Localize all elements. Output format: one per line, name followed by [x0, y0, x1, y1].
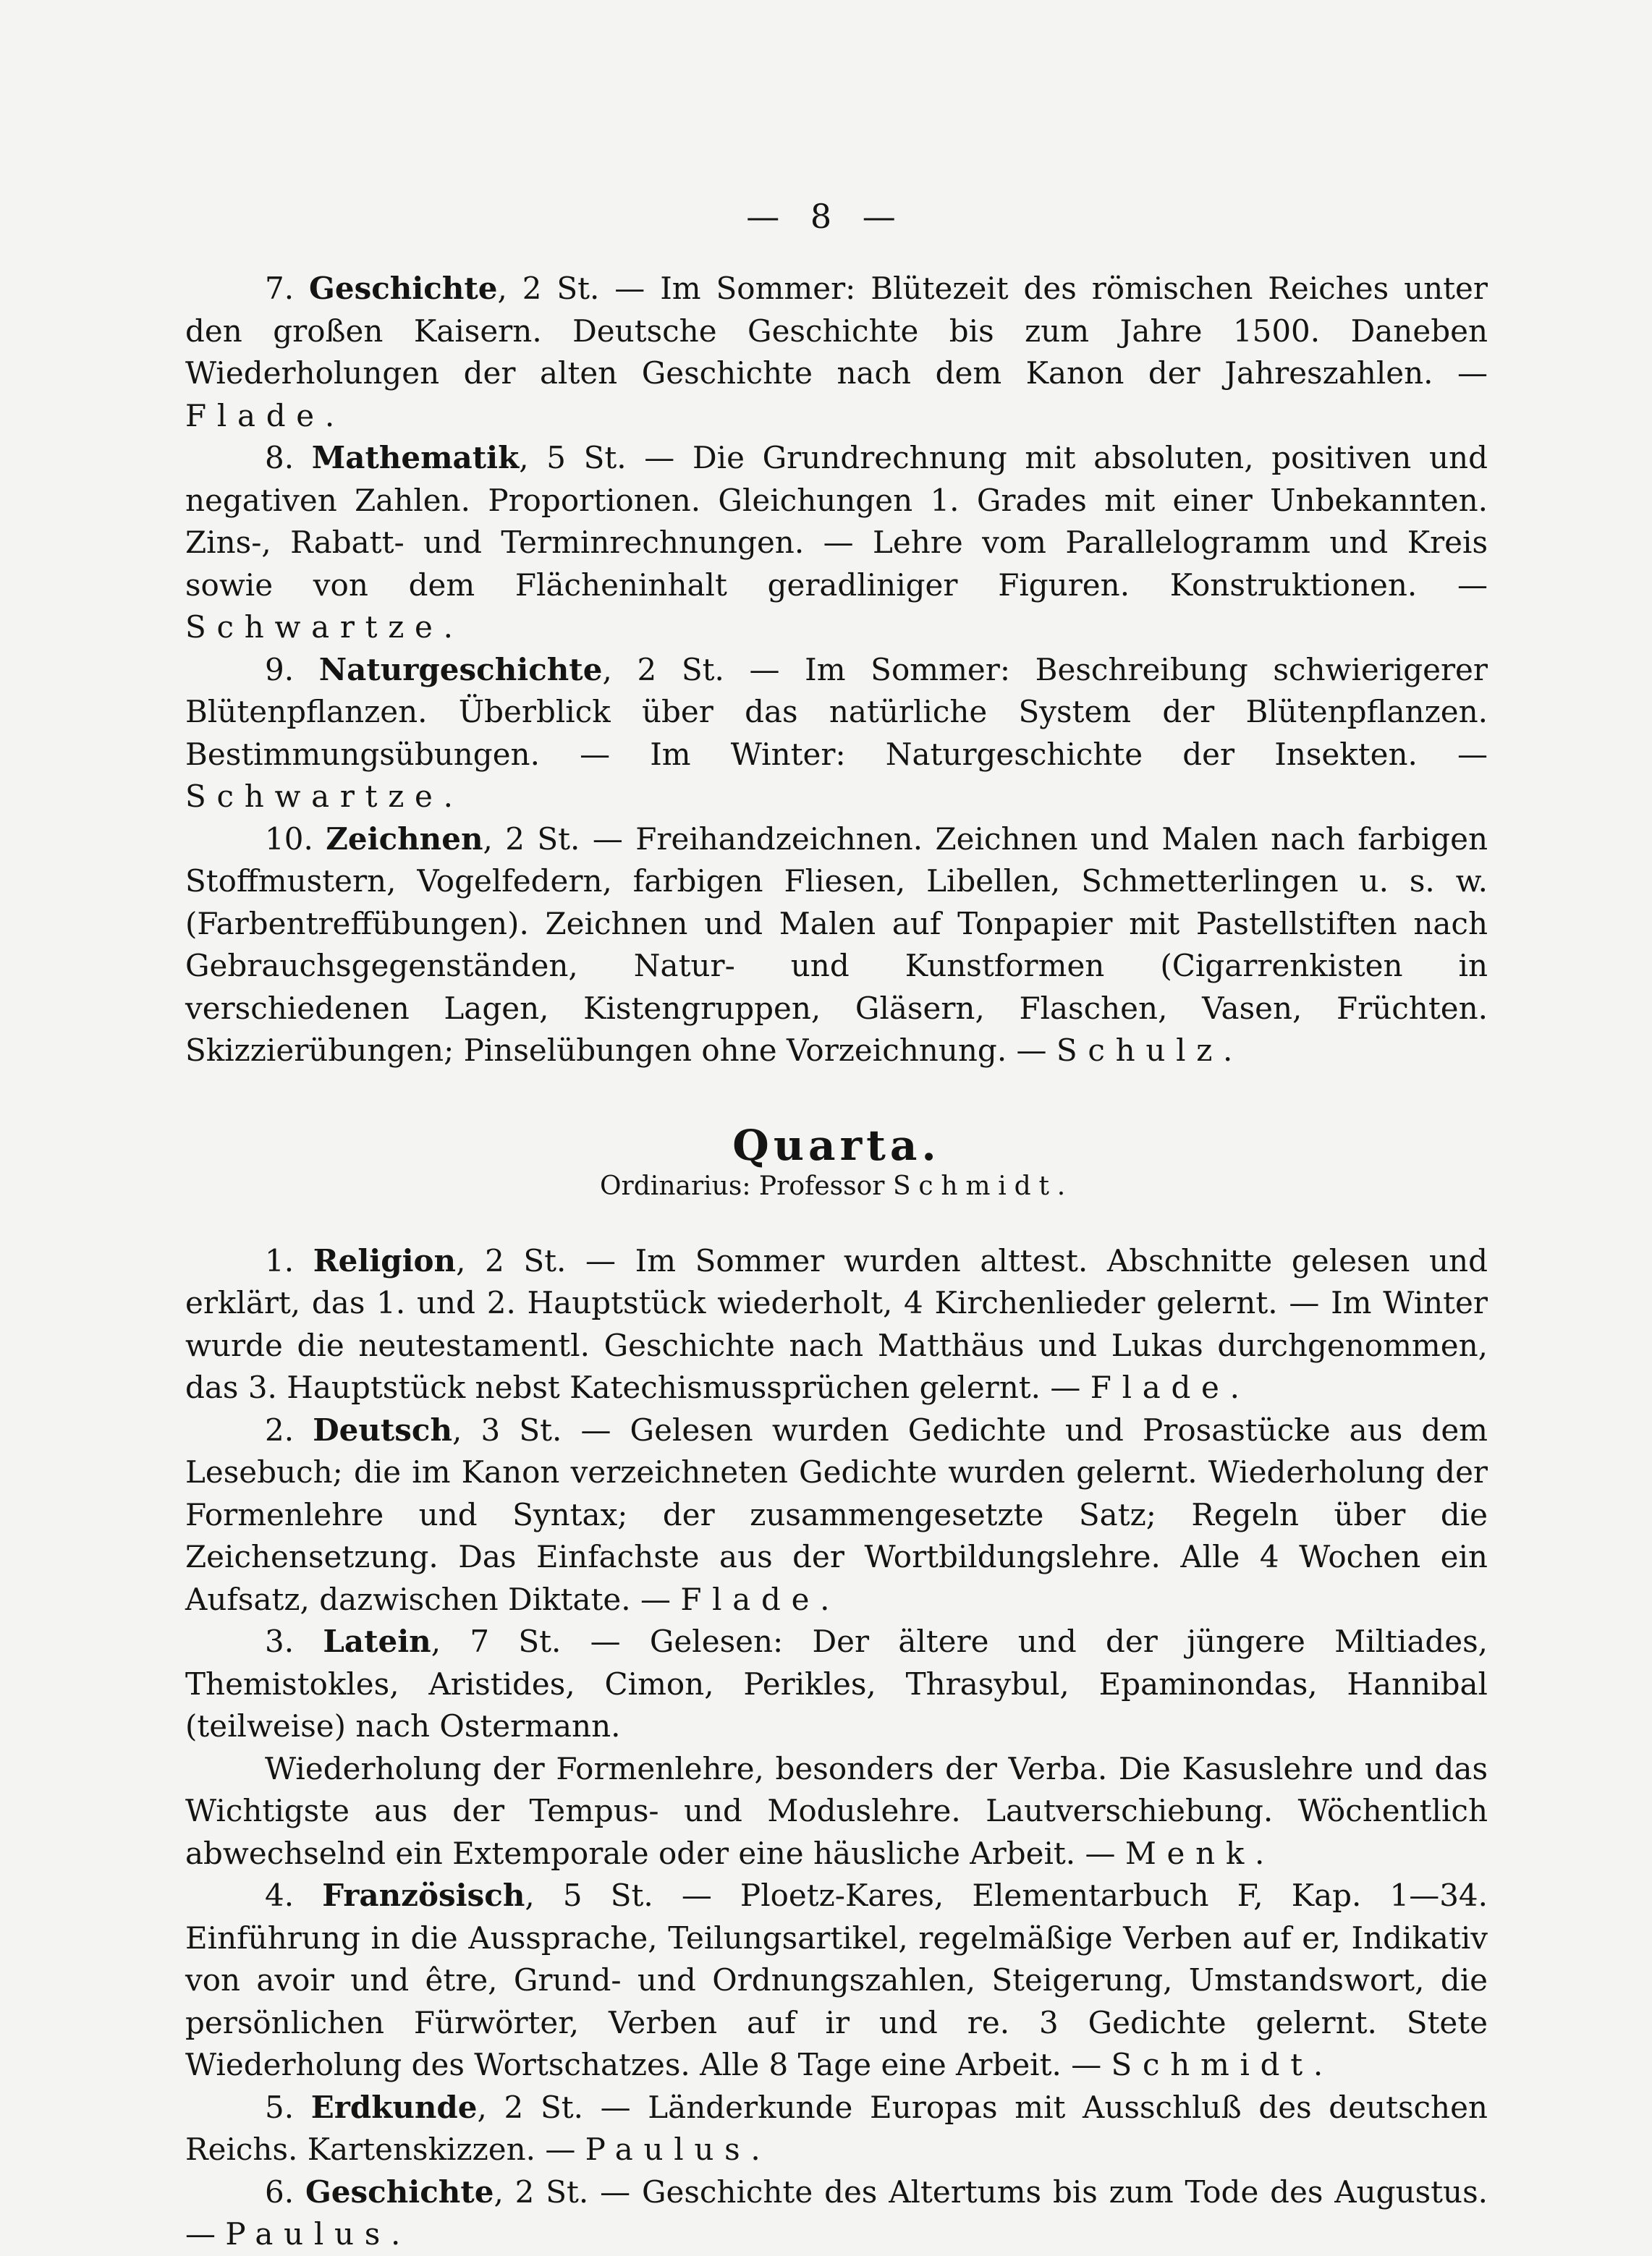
subject-text: , 2 St. — Länderkunde Europas mit Ausschluß des deutschen Reichs. Kartenskizzen. — [185, 2089, 1488, 2167]
ordinarius-name: Schmidt. [892, 1171, 1073, 1201]
teacher-name: Schwartze. [185, 609, 464, 645]
subject-text: , 5 St. — Ploetz-Kares, Elementarbuch F, Kap. 1—34. Einführung in die Aussprache, Teilungsartikel, regelmäßige Verben auf er, Indikativ von avoir und être, Grund- und Ordnungszahlen, Steigerung, Umstandswort, die persönlichen Fürwörter, Verben auf ir und re. 3 Gedichte gelernt. Stete Wiederholung des Wortschatzes. Alle 8 Tage eine Arbeit. — [185, 1878, 1488, 2082]
page-content [185, 268, 1488, 2256]
section-heading: Quarta. [732, 1120, 941, 1170]
section-continued [185, 268, 1488, 1072]
item-number: 9. [265, 651, 295, 687]
item-number: 10. [265, 820, 313, 857]
subject-name: Mathematik [311, 440, 520, 475]
item-number: 7. [265, 271, 295, 306]
subject-paragraph [185, 2171, 1488, 2256]
item-number: 6. [265, 2174, 295, 2210]
item-number: 5. [265, 2089, 295, 2125]
subject-paragraph [185, 818, 1488, 1072]
subject-paragraph [185, 437, 1488, 649]
subject-name: Religion [313, 1242, 457, 1278]
subject-name: Geschichte [308, 271, 498, 306]
subject-paragraph [185, 268, 1488, 437]
subject-text: , 2 St. — Freihandzeichnen. Zeichnen und Malen nach farbigen Stoffmustern, Vogelfedern, farbigen Fliesen, Libellen, Schmetterlingen u. s. w. (Farbentreffübungen). Zeichnen und Malen auf Tonpapier mit Pastellstiften nach Gebrauchsgegenständen, Natur- und Kunstformen (Cigarrenkisten in verschiedenen Lagen, Kistengruppen, Gläsern, Flaschen, Vasen, Früchten. Skizzierübungen; Pinselübungen ohne Vorzeichnung. — [185, 820, 1488, 1068]
subject-text: , 2 St. — Im Sommer wurden alttest. Abschnitte gelesen und erklärt, das 1. und 2. Hauptstück wiederholt, 4 Kirchenlieder gelernt. — Im Winter wurde die neutestamentl. Geschichte nach Matthäus und Lukas durchgenommen, das 3. Hauptstück nebst Katechismussprüchen gelernt. — [185, 1242, 1488, 1405]
section-quarta [185, 1120, 1488, 2256]
ordinarius-line [185, 1168, 1488, 1205]
teacher-name: Flade. [185, 397, 345, 433]
ordinarius-label: Ordinarius: Professor [600, 1171, 893, 1201]
item-number: 1. [265, 1242, 295, 1278]
subject-name: Französisch [322, 1878, 525, 1913]
subject-name: Latein [323, 1624, 431, 1659]
subject-paragraph [185, 2087, 1488, 2171]
item-number: 2. [265, 1412, 295, 1448]
teacher-name: Schulz. [1056, 1032, 1244, 1068]
subject-paragraph [185, 1409, 1488, 1621]
subject-name: Naturgeschichte [318, 651, 603, 687]
subject-text: , 7 St. — Gelesen: Der ältere und der jüngere Miltiades, Themistokles, Aristides, Cimon, Perikles, Thrasybul, Epaminondas, Hannibal (teilweise) nach Ostermann. [185, 1624, 1488, 1744]
subject-text: , 2 St. — Im Sommer: Beschreibung schwierigerer Blütenpflanzen. Überblick über das natürliche System der Blütenpflanzen. Bestimmungsübungen. — Im Winter: Naturgeschichte der Insekten. — [185, 651, 1488, 772]
subject-name: Zeichnen [326, 820, 483, 857]
subject-name: Deutsch [313, 1412, 453, 1448]
subject-paragraph [185, 1621, 1488, 1748]
item-number: 4. [265, 1878, 295, 1913]
subject-paragraph [185, 1875, 1488, 2087]
subject-name: Geschichte [305, 2174, 494, 2210]
subject-name: Erdkunde [310, 2089, 478, 2125]
subject-paragraph [185, 1748, 1488, 1875]
subject-text: , 2 St. — Geschichte des Altertums bis zum Tode des Augustus. — [185, 2174, 1488, 2252]
item-number: 8. [265, 440, 295, 475]
teacher-name: Schwartze. [185, 779, 464, 814]
teacher-name: Menk. [1124, 1835, 1276, 1871]
item-number: 3. [265, 1624, 295, 1659]
teacher-name: Flade. [1090, 1370, 1250, 1405]
teacher-name: Schmidt. [1111, 2047, 1334, 2082]
teacher-name: Flade. [680, 1581, 841, 1617]
teacher-name: Paulus. [225, 2216, 412, 2252]
subject-text: , 5 St. — Die Grundrechnung mit absoluten, positiven und negativen Zahlen. Proportionen. Gleichungen 1. Grades mit einer Unbekannten. Zins-, Rabatt- und Terminrechnungen. — Lehre vom Parallelogramm und Kreis sowie von dem Flächeninhalt geradliniger Figuren. Konstruktionen. — [185, 440, 1488, 603]
subject-text: , 3 St. — Gelesen wurden Gedichte und Prosastücke aus dem Lesebuch; die im Kanon verzeichneten Gedichte wurden gelernt. Wiederholung der Formenlehre und Syntax; der zusammengesetzte Satz; Regeln über die Zeichensetzung. Das Einfachste aus der Wortbildungslehre. Alle 4 Wochen ein Aufsatz, dazwischen Diktate. — [185, 1412, 1488, 1617]
subject-paragraph [185, 1240, 1488, 1409]
teacher-name: Paulus. [585, 2132, 771, 2167]
subject-text: Wiederholung der Formenlehre, besonders der Verba. Die Kasuslehre und das Wichtigste aus der Tempus- und Moduslehre. Lautverschiebung. Wöchentlich abwechselnd ein Extemporale oder eine häusliche Arbeit. — [185, 1750, 1488, 1871]
page-number: — 8 — [746, 197, 906, 236]
subject-paragraph [185, 649, 1488, 818]
subject-text: , 2 St. — Im Sommer: Blütezeit des römischen Reiches unter den großen Kaisern. Deutsche Geschichte bis zum Jahre 1500. Daneben Wiederholungen der alten Geschichte nach dem Kanon der Jahreszahlen. — [185, 271, 1488, 391]
